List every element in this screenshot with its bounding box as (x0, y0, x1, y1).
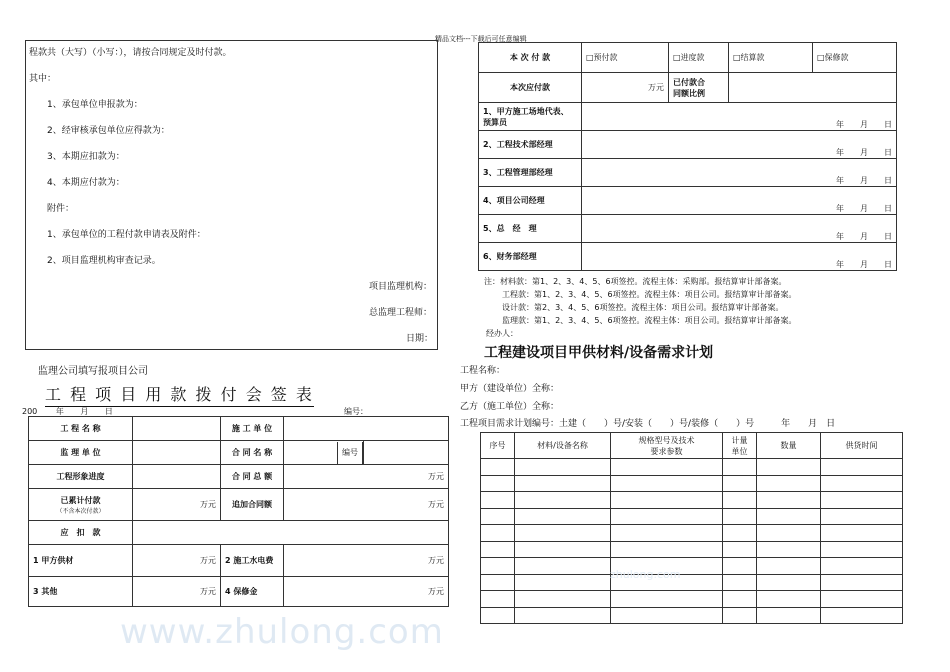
cell-deduct: 应 扣 款 (29, 521, 133, 545)
table-cell[interactable] (515, 459, 611, 476)
cell-ratio: 已付款合 同额比例 (669, 73, 729, 103)
cell-project-name: 工 程 名 称 (29, 417, 133, 441)
form-a-title: 工 程 项 目 用 款 拨 付 会 签 表 (45, 382, 314, 407)
col-header-unit: 计量 单位 (723, 433, 757, 459)
notes-block (484, 275, 797, 340)
cell-number-value[interactable] (364, 441, 449, 465)
memo-line1: 程款共（大写）（小写：），请按合同规定及时付款。 (29, 48, 232, 58)
table-cell[interactable] (481, 475, 515, 492)
table-cell[interactable] (821, 574, 903, 591)
sign-row-4: 4、项目公司经理 (479, 187, 582, 215)
table-cell[interactable] (481, 607, 515, 624)
table-cell[interactable] (611, 492, 723, 509)
cell-paid (29, 489, 133, 521)
cell-warranty-value[interactable]: 万元 (284, 577, 449, 607)
cell-contract-total: 合 同 总 额 (221, 465, 284, 489)
cell-contractor: 施 工 单 位 (221, 417, 284, 441)
under-memo-text: 监理公司填写报项目公司 (38, 366, 148, 377)
table-cell[interactable] (723, 541, 757, 558)
cell-this-payment: 本 次 付 款 (479, 43, 582, 73)
table-cell[interactable] (723, 525, 757, 542)
table-cell[interactable] (481, 541, 515, 558)
table-cell[interactable] (757, 607, 821, 624)
table-cell[interactable] (757, 525, 821, 542)
table-row (481, 574, 903, 591)
memo-attach: 附件： (47, 204, 75, 214)
sign-row-3: 3、工程管理部经理 (479, 159, 582, 187)
form-a-number-label: 编号： (344, 407, 368, 416)
cell-utility-value[interactable]: 万元 (284, 545, 449, 577)
table-cell[interactable] (821, 525, 903, 542)
cell-contract-name-value[interactable] (284, 441, 364, 465)
table-cell[interactable] (757, 574, 821, 591)
date-day: 日 (104, 407, 113, 416)
cell-this-due-value[interactable]: 万元 (582, 73, 669, 103)
form-a-table (28, 416, 449, 607)
table-row (481, 492, 903, 509)
watermark-small: zhulong.com (610, 568, 681, 581)
table-cell[interactable] (757, 541, 821, 558)
table-cell[interactable] (821, 541, 903, 558)
note-3: 设计款：第2、3、4、5、6项签控。流程主体：项目公司。报结算审计部备案。 (502, 303, 784, 312)
cell-added: 追加合同额 (221, 489, 284, 521)
table-cell[interactable] (515, 508, 611, 525)
sign-row-1-date[interactable]: 年 月 日 (582, 103, 897, 131)
table-row (481, 475, 903, 492)
memo-box (25, 40, 438, 350)
table-cell[interactable] (481, 508, 515, 525)
table-cell[interactable] (821, 558, 903, 575)
cell-ratio-value[interactable] (729, 73, 897, 103)
watermark-bottom: www.zhulong.com (120, 612, 444, 652)
cell-added-value[interactable]: 万元 (284, 489, 449, 521)
table-cell[interactable] (821, 607, 903, 624)
opt-progress[interactable]: □进度款 (669, 43, 729, 73)
table-cell[interactable] (515, 591, 611, 608)
table-cell[interactable] (611, 459, 723, 476)
col-header-date: 供货时间 (821, 433, 903, 459)
table-cell[interactable] (515, 475, 611, 492)
table-cell[interactable] (515, 558, 611, 575)
sign-row-2-date[interactable]: 年 月 日 (582, 131, 897, 159)
cell-contract-total-value[interactable]: 万元 (284, 465, 449, 489)
table-cell[interactable] (481, 525, 515, 542)
memo-among: 其中： (29, 74, 57, 84)
form-c-party-a: 甲方（建设单位）全称： (460, 384, 560, 394)
date-prefix: 200 (22, 407, 38, 416)
opt-settlement[interactable]: □结算款 (729, 43, 813, 73)
table-cell[interactable] (821, 508, 903, 525)
form-c-project: 工程名称： (460, 366, 506, 376)
note-1: 注：材料款：第1、2、3、4、5、6项签控。流程主体：采购部。报结算审计部备案。 (484, 277, 787, 286)
memo-item4: 4、本期应付款为： (47, 178, 125, 188)
table-cell[interactable] (723, 607, 757, 624)
cell-paid-value[interactable]: 万元 (133, 489, 221, 521)
table-cell[interactable] (515, 525, 611, 542)
date-year: 年 (55, 407, 64, 416)
table-cell[interactable] (481, 574, 515, 591)
note-2: 工程款：第1、2、3、4、5、6项签控。流程主体：项目公司。报结算审计部备案。 (502, 290, 797, 299)
table-cell[interactable] (611, 607, 723, 624)
table-cell[interactable] (757, 558, 821, 575)
cell-warranty: 4 保修金 (221, 577, 284, 607)
table-cell[interactable] (723, 591, 757, 608)
opt-prepay[interactable]: □预付款 (582, 43, 669, 73)
table-cell[interactable] (723, 475, 757, 492)
form-c-body (481, 459, 903, 624)
cell-supervisor: 监 理 单 位 (29, 441, 133, 465)
cell-deduct-empty (133, 521, 449, 545)
table-cell[interactable] (481, 591, 515, 608)
cell-owner-supply-value[interactable]: 万元 (133, 545, 221, 577)
paid-note: （不含本次付款） (56, 507, 105, 515)
date-month: 月 (80, 407, 89, 416)
cell-contractor-value[interactable] (284, 417, 449, 441)
opt-warranty[interactable]: □保修款 (813, 43, 897, 73)
table-row (481, 525, 903, 542)
sign-row-6: 6、财务部经理 (479, 243, 582, 271)
table-cell[interactable] (821, 492, 903, 509)
cell-other: 3 其他 (29, 577, 133, 607)
table-cell[interactable] (723, 508, 757, 525)
sign-row-5-date[interactable]: 年 月 日 (582, 215, 897, 243)
table-cell[interactable] (821, 475, 903, 492)
form-c-plan-no: 工程项目需求计划编号：土建（ ）号/安装（ ）号/装修（ ）号 年 月 日 (460, 419, 836, 429)
cell-progress-value[interactable] (133, 465, 221, 489)
table-cell[interactable] (481, 492, 515, 509)
table-cell[interactable] (611, 475, 723, 492)
memo-sig-org: 项目监理机构： (369, 282, 433, 292)
table-cell[interactable] (481, 459, 515, 476)
table-cell[interactable] (723, 459, 757, 476)
sign-row-6-date[interactable]: 年 月 日 (582, 243, 897, 271)
table-cell[interactable] (757, 591, 821, 608)
sign-row-2: 2、工程技术部经理 (479, 131, 582, 159)
header-note: 精品文档---下载后可任意编辑 (435, 35, 527, 43)
table-cell[interactable] (611, 591, 723, 608)
table-row (481, 558, 903, 575)
cell-this-due: 本次应付款 (479, 73, 582, 103)
memo-sig-chief: 总监理工程师： (369, 308, 433, 318)
col-header-name: 材料/设备名称 (515, 433, 611, 459)
memo-item2: 2、经审核承包单位应得款为： (47, 126, 170, 136)
col-header-spec: 规格型号及技术 要求参数 (611, 433, 723, 459)
cell-owner-supply: 1 甲方供材 (29, 545, 133, 577)
cell-other-value[interactable]: 万元 (133, 577, 221, 607)
cell-progress: 工程形象进度 (29, 465, 133, 489)
sign-row-3-date[interactable]: 年 月 日 (582, 159, 897, 187)
memo-sig-date: 日期： (406, 334, 434, 344)
table-row (481, 591, 903, 608)
form-c-table (480, 432, 903, 624)
table-cell[interactable] (757, 508, 821, 525)
cell-supervisor-value[interactable] (133, 441, 221, 465)
memo-attach1: 1、承包单位的工程付款申请表及附件： (47, 230, 206, 240)
note-4: 监理款：第1、2、3、4、5、6项签控。流程主体：项目公司。报结算审计部备案。 (502, 316, 797, 325)
table-cell[interactable] (515, 541, 611, 558)
memo-item1: 1、承包单位申报款为： (47, 100, 143, 110)
table-cell[interactable] (723, 574, 757, 591)
table-row (481, 541, 903, 558)
table-cell[interactable] (481, 558, 515, 575)
table-cell[interactable] (515, 492, 611, 509)
table-cell[interactable] (757, 475, 821, 492)
table-cell[interactable] (821, 459, 903, 476)
table-cell[interactable] (723, 492, 757, 509)
memo-attach2: 2、项目监理机构审查记录。 (47, 256, 161, 266)
table-cell[interactable] (611, 541, 723, 558)
cell-number-label: 编号 (337, 442, 363, 464)
table-cell[interactable] (611, 508, 723, 525)
sign-row-5: 5、总 经 理 (479, 215, 582, 243)
table-row (481, 459, 903, 476)
form-c-party-b: 乙方（施工单位）全称： (460, 402, 560, 412)
table-cell[interactable] (515, 607, 611, 624)
memo-item3: 3、本期应扣款为： (47, 152, 125, 162)
note-handler: 经办人： (486, 329, 518, 338)
cell-contract-name: 合 同 名 称 (221, 441, 284, 465)
table-cell[interactable] (821, 591, 903, 608)
cell-utility: 2 施工水电费 (221, 545, 284, 577)
form-b-table (478, 42, 897, 271)
table-cell[interactable] (757, 459, 821, 476)
col-header-no: 序号 (481, 433, 515, 459)
cell-project-name-value[interactable] (133, 417, 221, 441)
form-c-title: 工程建设项目甲供材料/设备需求计划 (484, 345, 714, 361)
table-row (481, 607, 903, 624)
sign-row-4-date[interactable]: 年 月 日 (582, 187, 897, 215)
paid-label: 已累计付款 (60, 495, 101, 505)
table-cell[interactable] (611, 525, 723, 542)
table-cell[interactable] (723, 558, 757, 575)
table-cell[interactable] (757, 492, 821, 509)
table-row (481, 508, 903, 525)
col-header-qty: 数量 (757, 433, 821, 459)
table-cell[interactable] (515, 574, 611, 591)
sign-row-1: 1、甲方施工场地代表、 预算员 (479, 103, 582, 131)
